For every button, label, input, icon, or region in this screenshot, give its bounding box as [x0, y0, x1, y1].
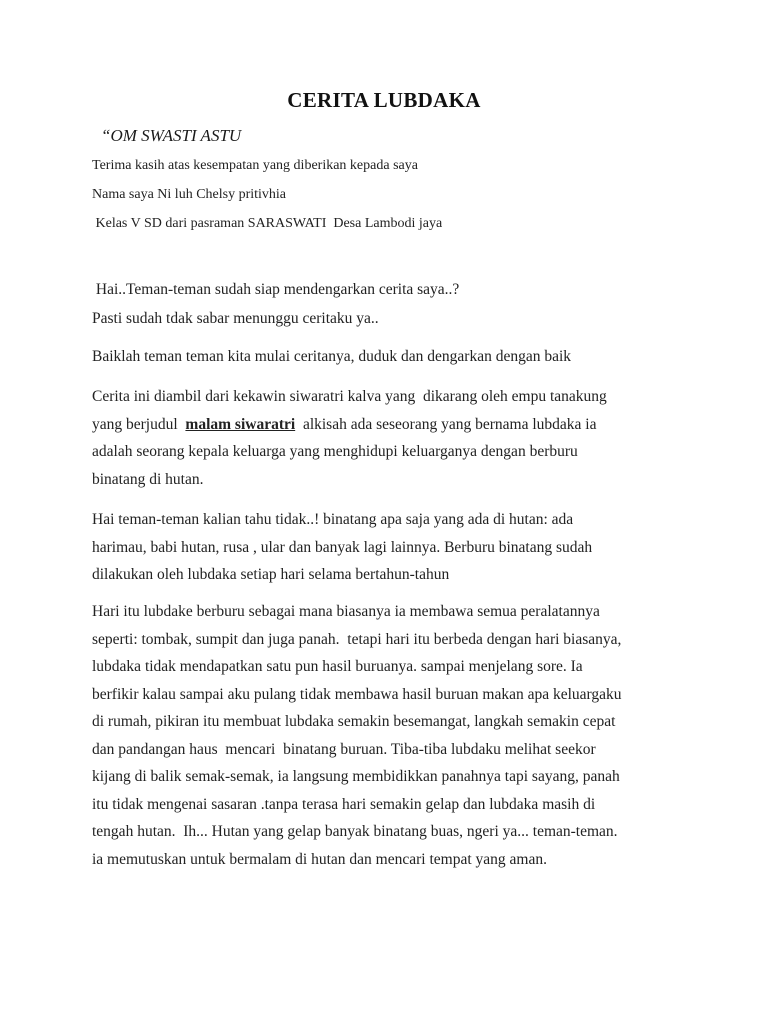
story-paragraph-3 — [92, 598, 692, 873]
opening-line-1: Hai..Teman-teman sudah siap mendengarkan cerita saya..? — [92, 281, 460, 298]
p3-line-5: di rumah, pikiran itu membuat lubdaka semakin besemangat, langkah semakin cepat — [92, 713, 616, 730]
p3-line-9: tengah hutan. Ih... Hutan yang gelap banyak binatang buas, ngeri ya... teman-teman. — [92, 823, 618, 840]
story-paragraph-2 — [92, 506, 692, 589]
intro-line-name: Nama saya Ni luh Chelsy pritivhia — [92, 187, 287, 202]
p3-line-7: kijang di balik semak-semak, ia langsung membidikkan panahnya tapi sayang, panah — [92, 768, 620, 785]
p3-line-8: itu tidak mengenai sasaran .tanpa terasa hari semakin gelap dan lubdaka masih di — [92, 795, 596, 813]
p1-line-2-end: alkisah ada seseorang yang bernama lubdaka ia — [295, 415, 597, 433]
p2-line-2: harimau, babi hutan, rusa , ular dan banyak lagi lainnya. Berburu binatang sudah — [92, 538, 593, 556]
p3-line-10: ia memutuskan untuk bermalam di hutan dan mencari tempat yang aman. — [92, 850, 547, 868]
opening-line-2: Pasti sudah tdak sabar menunggu ceritaku ya.. — [92, 310, 379, 327]
p1-line-4: binatang di hutan. — [92, 470, 204, 488]
p3-line-1: Hari itu lubdake berburu sebagai mana biasanya ia membawa semua peralatannya — [92, 603, 600, 620]
p1-line-2-start: yang berjudul — [92, 415, 186, 433]
opening-paragraph — [92, 275, 692, 333]
p1-line-1: Cerita ini diambil dari kekawin siwaratri kalva yang dikarang oleh empu tanakung — [92, 388, 607, 405]
intro-line-thanks: Terima kasih atas kesempatan yang diberikan kepada saya — [92, 158, 418, 173]
document-title: CERITA LUBDAKA — [287, 88, 481, 112]
story-title-emphasis: malam siwaratri — [185, 415, 296, 433]
p1-line-3: adalah seorang kepala keluarga yang menghidupi keluarganya dengan berburu — [92, 443, 578, 460]
p2-line-3: dilakukan oleh lubdaka setiap hari selama bertahun-tahun — [92, 566, 450, 583]
p3-line-6: dan pandangan haus mencari binatang buruan. Tiba-tiba lubdaku melihat seekor — [92, 740, 596, 758]
story-paragraph-1 — [92, 383, 692, 493]
greeting-text: “OM SWASTI ASTU — [101, 126, 242, 145]
p3-line-4: berfikir kalau sampai aku pulang tidak membawa hasil buruan makan apa keluargaku — [92, 685, 622, 703]
intro-line-class: Kelas V SD dari pasraman SARASWATI Desa Lambodi jaya — [92, 216, 443, 231]
invite-line: Baiklah teman teman kita mulai ceritanya, duduk dan dengarkan dengan baik — [92, 348, 572, 365]
p1-line-2 — [92, 411, 692, 439]
p3-line-3: lubdaka tidak mendapatkan satu pun hasil buruanya. sampai menjelang sore. Ia — [92, 658, 583, 675]
p2-line-1: Hai teman-teman kalian tahu tidak..! binatang apa saja yang ada di hutan: ada — [92, 511, 574, 528]
invite-paragraph — [92, 343, 692, 371]
p3-line-2: seperti: tombak, sumpit dan juga panah. tetapi hari itu berbeda dengan hari biasanya, — [92, 630, 622, 648]
